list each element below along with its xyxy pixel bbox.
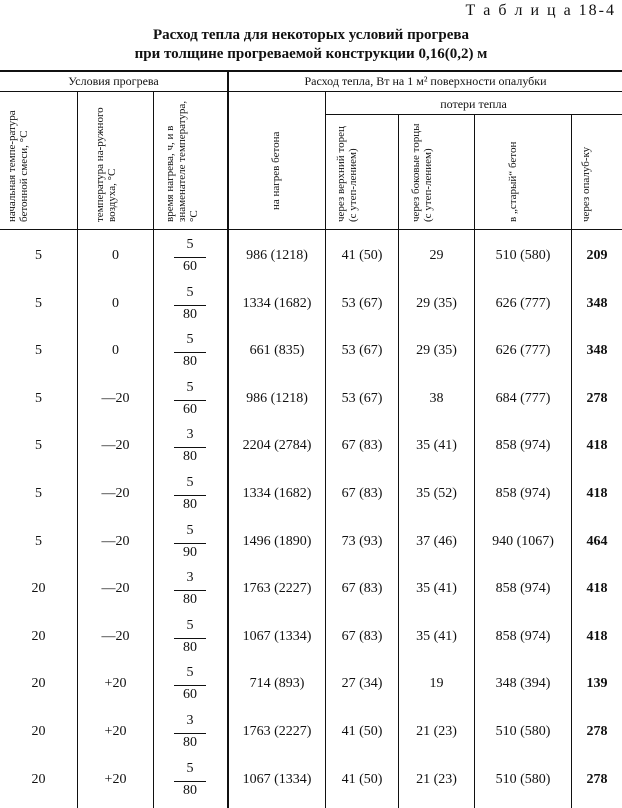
cell-side: 21 (23) bbox=[416, 724, 457, 739]
cell-tout: —20 bbox=[101, 533, 130, 549]
cell-tout: +20 bbox=[104, 724, 127, 739]
cell-time: 5 bbox=[186, 617, 194, 633]
header-bottom-rule bbox=[0, 229, 622, 230]
cell-old: 510 (580) bbox=[495, 771, 551, 787]
cell-t0: 5 bbox=[35, 390, 42, 406]
cell-side: 35 (41) bbox=[416, 628, 457, 644]
cell-old: 348 (394) bbox=[495, 676, 551, 692]
cell-time: 3 bbox=[186, 713, 194, 728]
cell-time: 3 bbox=[186, 570, 194, 586]
cell-temp: 80 bbox=[183, 639, 197, 655]
table-number: Т а б л и ц а 18-4 bbox=[465, 2, 616, 19]
cell-form: 418 bbox=[586, 438, 608, 454]
cell-heat: 1334 (1682) bbox=[242, 486, 312, 501]
cell-form: 209 bbox=[586, 248, 608, 263]
col-header-initial-temp: начальная темпе-ратура бетонной смеси, °С bbox=[6, 110, 30, 222]
cell-temp: 80 bbox=[183, 782, 197, 798]
col-header-side-faces: через боковые торцы (с утеп-лением) bbox=[410, 123, 434, 222]
cell-temp: 80 bbox=[183, 592, 197, 608]
cell-t0: 5 bbox=[35, 533, 42, 549]
cell-time: 5 bbox=[186, 379, 194, 395]
cell-temp: 60 bbox=[183, 259, 197, 274]
fraction-bar bbox=[174, 495, 206, 496]
cell-temp: 60 bbox=[183, 401, 197, 417]
fraction-bar bbox=[174, 638, 206, 639]
cell-top: 73 (93) bbox=[341, 533, 383, 549]
cell-old: 626 (777) bbox=[495, 343, 551, 359]
cell-t0: 5 bbox=[35, 343, 42, 359]
cell-heat: 714 (893) bbox=[249, 676, 305, 692]
cell-t0: 5 bbox=[35, 248, 42, 263]
cell-side: 35 (41) bbox=[416, 438, 457, 454]
table-title bbox=[0, 26, 622, 64]
cell-time: 5 bbox=[186, 284, 194, 300]
cell-tout: —20 bbox=[101, 390, 130, 406]
cell-heat: 1067 (1334) bbox=[242, 628, 312, 644]
cell-heat: 661 (835) bbox=[249, 343, 305, 359]
cell-side: 29 (35) bbox=[416, 343, 457, 359]
col-header-old-concrete: в „старый“ бетон bbox=[507, 141, 519, 222]
fraction-bar bbox=[174, 733, 206, 734]
cell-t0: 5 bbox=[35, 295, 42, 311]
cell-heat: 1763 (2227) bbox=[242, 581, 312, 597]
col-header-top-face: через верхний торец (с утеп-лением) bbox=[335, 126, 359, 222]
cell-side: 35 (41) bbox=[416, 581, 457, 597]
divider-2 bbox=[153, 91, 154, 808]
cell-side: 21 (23) bbox=[416, 771, 457, 787]
cell-old: 684 (777) bbox=[495, 390, 551, 406]
cell-old: 858 (974) bbox=[495, 628, 551, 644]
cell-side: 37 (46) bbox=[416, 533, 457, 549]
cell-time: 5 bbox=[186, 665, 194, 681]
header-group-rule bbox=[0, 91, 622, 92]
cell-tout: —20 bbox=[101, 486, 130, 501]
cell-side: 29 (35) bbox=[416, 295, 457, 311]
cell-tout: —20 bbox=[101, 628, 130, 644]
cell-old: 858 (974) bbox=[495, 581, 551, 597]
cell-time: 5 bbox=[186, 332, 194, 348]
fraction-bar bbox=[174, 685, 206, 686]
cell-temp: 80 bbox=[183, 735, 197, 750]
cell-heat: 986 (1218) bbox=[246, 390, 308, 406]
cell-tout: —20 bbox=[101, 581, 130, 597]
cell-top: 53 (67) bbox=[341, 390, 383, 406]
cell-temp: 60 bbox=[183, 687, 197, 703]
cell-top: 67 (83) bbox=[341, 438, 383, 454]
group-header-conditions: Условия прогрева bbox=[68, 74, 159, 88]
cell-top: 53 (67) bbox=[341, 295, 383, 311]
cell-old: 858 (974) bbox=[495, 486, 551, 501]
divider-7 bbox=[571, 114, 572, 808]
cell-form: 418 bbox=[586, 628, 608, 644]
col-header-heating-time: время нагрева, ч, и в знаменателе температура, °С bbox=[164, 100, 200, 222]
cell-temp: 80 bbox=[183, 306, 197, 322]
cell-time: 5 bbox=[186, 522, 194, 538]
fraction-bar bbox=[174, 257, 206, 258]
cell-form: 418 bbox=[586, 581, 608, 597]
cell-form: 278 bbox=[586, 771, 608, 787]
fraction-bar bbox=[174, 590, 206, 591]
fraction-bar bbox=[174, 447, 206, 448]
title-line-1: Расход тепла для некоторых условий прогрева bbox=[153, 27, 469, 43]
cell-t0: 20 bbox=[31, 628, 46, 644]
cell-t0: 20 bbox=[31, 724, 46, 739]
cell-tout: 0 bbox=[112, 343, 119, 359]
header-top-rule bbox=[0, 70, 622, 72]
cell-top: 27 (34) bbox=[341, 676, 383, 692]
cell-form: 348 bbox=[586, 295, 608, 311]
fraction-bar bbox=[174, 543, 206, 544]
cell-top: 67 (83) bbox=[341, 628, 383, 644]
cell-side: 38 bbox=[429, 390, 444, 406]
col-header-heating-concrete: на нагрев бетона bbox=[270, 131, 282, 210]
cell-tout: +20 bbox=[104, 676, 127, 692]
cell-side: 29 bbox=[429, 248, 444, 263]
cell-old: 510 (580) bbox=[495, 248, 551, 263]
cell-heat: 1334 (1682) bbox=[242, 295, 312, 311]
divider-6 bbox=[474, 114, 475, 808]
fraction-bar bbox=[174, 352, 206, 353]
cell-temp: 80 bbox=[183, 354, 197, 370]
cell-form: 278 bbox=[586, 390, 608, 406]
col-header-outdoor-temp: температура на-ружного воздуха, °С bbox=[94, 107, 118, 222]
cell-heat: 1067 (1334) bbox=[242, 771, 312, 787]
cell-time: 5 bbox=[186, 760, 194, 776]
cell-old: 858 (974) bbox=[495, 438, 551, 454]
cell-temp: 80 bbox=[183, 449, 197, 465]
cell-side: 19 bbox=[429, 676, 444, 692]
cell-top: 67 (83) bbox=[341, 486, 383, 501]
cell-heat: 2204 (2784) bbox=[242, 438, 312, 454]
cell-top: 41 (50) bbox=[341, 771, 383, 787]
cell-t0: 20 bbox=[31, 581, 46, 597]
cell-top: 53 (67) bbox=[341, 343, 383, 359]
divider-5 bbox=[398, 114, 399, 808]
cell-tout: +20 bbox=[104, 771, 127, 787]
cell-heat: 986 (1218) bbox=[246, 248, 308, 263]
cell-t0: 20 bbox=[31, 676, 46, 692]
cell-tout: 0 bbox=[112, 248, 119, 263]
cell-temp: 80 bbox=[183, 497, 197, 512]
cell-side: 35 (52) bbox=[416, 486, 457, 501]
cell-t0: 20 bbox=[31, 771, 46, 787]
fraction-bar bbox=[174, 400, 206, 401]
cell-top: 41 (50) bbox=[341, 248, 383, 263]
fraction-bar bbox=[174, 781, 206, 782]
cell-tout: —20 bbox=[101, 438, 130, 454]
cell-time: 5 bbox=[186, 237, 194, 252]
cell-form: 278 bbox=[586, 724, 608, 739]
col-header-formwork: через опалуб-ку bbox=[580, 146, 592, 222]
cell-form: 139 bbox=[586, 676, 608, 692]
cell-heat: 1763 (2227) bbox=[242, 724, 312, 739]
title-line-2: при толщине прогреваемой конструкции 0,16(0,2) м bbox=[134, 46, 488, 62]
fraction-bar bbox=[174, 305, 206, 306]
cell-t0: 5 bbox=[35, 486, 42, 501]
group-header-losses: потери тепла bbox=[440, 97, 507, 111]
cell-top: 67 (83) bbox=[341, 581, 383, 597]
cell-top: 41 (50) bbox=[341, 724, 383, 739]
cell-form: 418 bbox=[586, 486, 608, 501]
cell-time: 3 bbox=[186, 427, 194, 443]
group-header-consumption: Расход тепла, Вт на 1 м² поверхности опалубки bbox=[304, 74, 547, 88]
cell-form: 464 bbox=[586, 533, 608, 549]
cell-heat: 1496 (1890) bbox=[242, 533, 312, 549]
cell-t0: 5 bbox=[35, 438, 42, 454]
cell-form: 348 bbox=[586, 343, 608, 359]
cell-temp: 90 bbox=[183, 544, 197, 560]
cell-tout: 0 bbox=[112, 295, 119, 311]
cell-old: 510 (580) bbox=[495, 724, 551, 739]
cell-old: 626 (777) bbox=[495, 295, 551, 311]
cell-time: 5 bbox=[186, 475, 194, 490]
cell-old: 940 (1067) bbox=[492, 533, 554, 549]
